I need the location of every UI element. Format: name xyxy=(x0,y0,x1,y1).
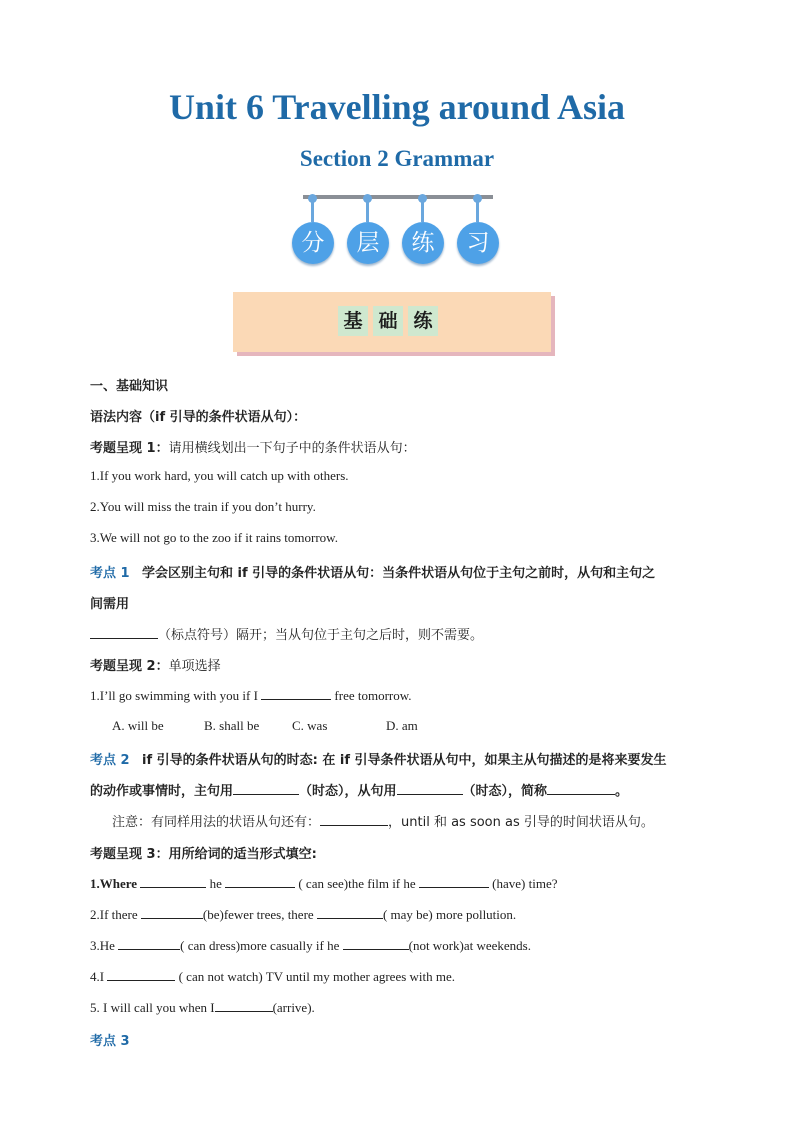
task2-options xyxy=(112,718,418,734)
kp2-text-d: （时态），简称 xyxy=(462,784,548,799)
task1-line xyxy=(90,437,416,456)
kp2-label: 考点 2 xyxy=(90,753,130,768)
blank[interactable] xyxy=(225,874,295,888)
kp3-label: 考点 3 xyxy=(90,1034,130,1049)
kp2-text-c: （时态），从句用 xyxy=(299,784,397,799)
kp1-text-c: （标点符号）隔开；当从句位于主句之后时，则不需要。 xyxy=(158,628,484,643)
blank[interactable] xyxy=(141,905,203,919)
badge-xi: 习 xyxy=(457,222,499,264)
kp2-text-e: 。 xyxy=(615,784,629,799)
section-tile-chu: 础 xyxy=(373,306,403,336)
task3-line xyxy=(90,843,317,862)
blank[interactable] xyxy=(261,686,331,700)
task1-sentence-2: 2.You will miss the train if you don’t hurry. xyxy=(90,499,316,514)
kp1-text-a: 学会区别主句和 if 引导的条件状语从句：当条件状语从句位于主句之前时，从句和主句之 xyxy=(141,566,656,581)
task3-q4 xyxy=(90,967,455,985)
blank[interactable] xyxy=(320,812,388,826)
blank[interactable] xyxy=(317,905,383,919)
task2-question xyxy=(90,686,412,704)
task2-q-start: 1.I’ll go swimming with you if I xyxy=(90,688,258,703)
badge-row xyxy=(292,222,504,266)
section-tile-lian: 练 xyxy=(408,306,438,336)
task3-q5 xyxy=(90,998,315,1016)
t3-q3-c: (not work)at weekends. xyxy=(408,938,531,953)
section-banner xyxy=(233,292,551,352)
blank[interactable] xyxy=(233,781,299,795)
option-c[interactable]: C. was xyxy=(292,718,328,733)
t3-q5-a: 5. I will call you when I xyxy=(90,1000,215,1015)
t3-q2-a: 2.If there xyxy=(90,907,138,922)
t3-q1-c: ( can see)the film if he xyxy=(298,876,416,891)
kp2-text-b: 的动作或事情时，主句用 xyxy=(90,784,234,799)
blank[interactable] xyxy=(215,998,273,1012)
option-a[interactable]: A. will be xyxy=(112,718,164,733)
t3-q2-b: (be)fewer trees, there xyxy=(202,907,314,922)
note-line xyxy=(112,811,654,830)
part1-heading: 一、基础知识 xyxy=(90,379,169,394)
blank[interactable] xyxy=(547,781,615,795)
task3-label: 考题呈现 3： xyxy=(90,847,169,862)
page-title: Unit 6 Travelling around Asia xyxy=(168,87,626,127)
t3-q4-b: ( can not watch) TV until my mother agrees with me. xyxy=(178,969,456,984)
blank[interactable] xyxy=(90,625,158,639)
kp2-line-a xyxy=(90,749,667,768)
task2-label: 考题呈现 2： xyxy=(90,659,169,674)
option-d[interactable]: D. am xyxy=(386,718,418,733)
t3-q1-b: he xyxy=(209,876,222,891)
task3-q3 xyxy=(90,936,531,954)
blank[interactable] xyxy=(140,874,206,888)
task3-q2 xyxy=(90,905,516,923)
badge-ceng: 层 xyxy=(347,222,389,264)
task1-sentence-1: 1.If you work hard, you will catch up with others. xyxy=(90,468,349,483)
kp2-line-b xyxy=(90,780,628,799)
task3-q1 xyxy=(90,874,557,892)
t3-q5-b: (arrive). xyxy=(272,1000,315,1015)
task3-text: 用所给词的适当形式填空: xyxy=(168,847,317,862)
blank[interactable] xyxy=(397,781,463,795)
task1-label: 考题呈现 1： xyxy=(90,441,169,456)
t3-q1-a: 1.Where xyxy=(90,876,138,891)
kp2-text-a: : 在 if 引导条件状语从句中，如果主从句描述的是将来要发生 xyxy=(312,753,667,768)
task1-text: 请用横线划出一下句子中的条件状语从句： xyxy=(168,441,416,456)
blank[interactable] xyxy=(419,874,489,888)
t3-q1-d: (have) time? xyxy=(492,876,558,891)
badge-lian: 练 xyxy=(402,222,444,264)
blank[interactable] xyxy=(118,936,180,950)
kp1-line-a xyxy=(90,562,655,581)
t3-q4-a: 4.I xyxy=(90,969,105,984)
task1-sentence-3: 3.We will not go to the zoo if it rains tomorrow. xyxy=(90,530,338,545)
decorative-bar xyxy=(303,195,493,199)
task2-text: 单项选择 xyxy=(168,659,221,674)
t3-q2-c: ( may be) more pollution. xyxy=(382,907,517,922)
kp1-label: 考点 1 xyxy=(90,566,130,581)
grammar-topic: 语法内容（if 引导的条件状语从句）： xyxy=(90,410,307,425)
task2-line xyxy=(90,655,221,674)
note-text-b: ，until 和 as soon as 引导的时间状语从句。 xyxy=(388,815,654,830)
badge-fen: 分 xyxy=(292,222,334,264)
note-text-a: 注意：有同样用法的状语从句还有： xyxy=(112,815,321,830)
kp1-line-c xyxy=(90,624,483,643)
kp2-bold: if 引导的条件状语从句的时态 xyxy=(141,753,313,768)
page-subtitle: Section 2 Grammar xyxy=(299,146,495,171)
blank[interactable] xyxy=(343,936,409,950)
task2-q-end: free tomorrow. xyxy=(334,688,412,703)
section-tile-ji: 基 xyxy=(338,306,368,336)
t3-q3-a: 3.He xyxy=(90,938,115,953)
kp1-text-b: 间需用 xyxy=(90,597,130,612)
option-b[interactable]: B. shall be xyxy=(204,718,260,733)
blank[interactable] xyxy=(107,967,175,981)
t3-q3-b: ( can dress)more casually if he xyxy=(180,938,340,953)
